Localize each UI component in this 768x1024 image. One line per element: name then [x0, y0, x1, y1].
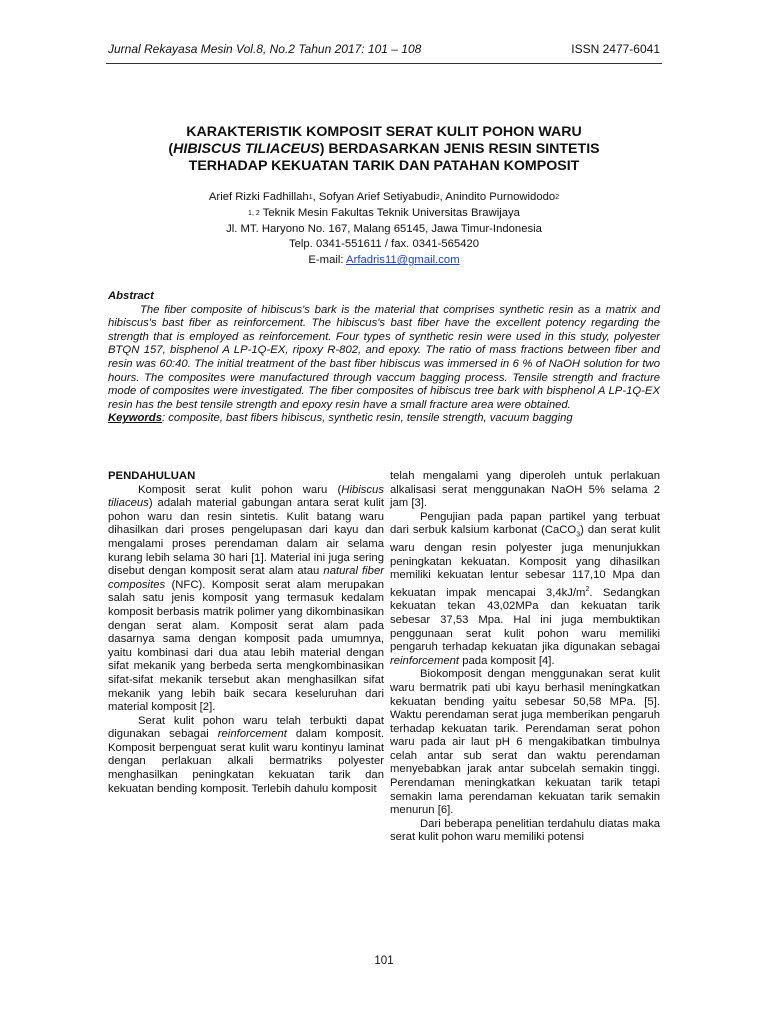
paragraph: telah mengalami yang diperoleh untuk perlakuan alkalisasi serat menggunakan NaOH 5% selama 2 jam [3].	[390, 470, 660, 510]
paragraph: Biokomposit dengan menggunakan serat kulit waru bermatrik pati ubi kayu berhasil meningkatkan kekuatan bending yaitu sebesar 50,58 MPa. [5]. Waktu perendaman serat juga memberikan pengaruh terhadap kekuatan tarik. Perendaman serat pohon waru pada air laut pH 6 mengakibatkan timbulnya celah antar sub serat dan waktu perendaman menyebabkan jarak antar subcelah semakin tinggi. Perendaman meningkatkan kekuatan tarik tetapi semakin lama perendaman kekuatan tarik semakin menurun [6].	[390, 668, 660, 817]
keywords-label: Keywords	[108, 412, 162, 425]
section-heading: PENDAHULUAN	[108, 470, 196, 482]
paragraph: Pengujian pada papan partikel yang terbuat dari serbuk kalsium karbonat (CaCO$_3$) dan serat kulit waru dengan resin polyester juga menunjukkan peningkatan kekuatan. Komposit yang dihasilkan memiliki kekuatan lentur sebesar 117,10 Mpa dan kekuatan impak mencapai $3,4kJ/m^2$. Sedangkan kekuatan tekan 43,02MPa dan kekuatan tarik sebesar 37,53 Mpa. Hal ini juga membuktikan penggunaan serat kulit pohon waru memiliki pengaruh terhadap kekuatan jika digunakan sebagai reinforcement pada komposit [4].	[390, 510, 661, 667]
abstract-heading: Abstract	[108, 290, 154, 302]
body-column-left	[108, 470, 384, 796]
abstract-text: The fiber composite of hibiscus's bark is the material that comprises synthetic resin as a matrix and hibiscus's bast fiber as reinforcement. The hibiscus's bast fiber have the excellent potency regarding the strength that is employed as reinforcement. Four types of synthetic resin were used in this study, polyester BTQN 157, bisphenol A LP-1Q-EX, ripoxy R-802, and epoxy. The ratio of mass fractions between fiber and resin was 60:40. The initial treatment of the bast fiber hibiscus was immersed in 6 % of NaOH solution for two hours. The composites were manufactured through vaccum bagging process. Tensile strength and fracture mode of composites were investigated. The fiber composites of hibiscus tree bark with bisphenol A LP-1Q-EX resin has the best tensile strength and epoxy resin have a small fracture area were obtained.	[108, 303, 660, 411]
phone-fax: Telp. 0341-551611 / fax. 0341-565420	[288, 238, 480, 251]
author-block	[108, 190, 660, 269]
keywords: Keywords: composite, bast fibers hibiscus, synthetic resin, tensile strength, vacuum bagging	[108, 412, 573, 425]
header-rule	[106, 63, 662, 64]
paragraph: Komposit serat kulit pohon waru (Hibiscus tiliaceus) adalah material gabungan antara serat kulit pohon waru dan resin sintetis. Kulit batang waru dihasilkan dari proses pengelupasan dari kayu dan mengalami proses perendaman dalam air selama kurang lebih selama 30 hari [1]. Material ini juga sering disebut dengan komposit serat alam atau natural fiber composites (NFC). Komposit serat alam merupakan salah satu jenis komposit yang termasuk kedalam komposit berbasis matrik polimer yang dikombinasikan dengan serat alam. Komposit serat alam pada dasarnya sama dengan komposit pada umumnya, yaitu kombinasi dari dua atau lebih material dengan sifat mekanik yang berbeda serta mengkombinasikan sifat-sifat mekanik tersebut akan menghasilkan sifat mekanik yang lebih baik secara keseluruhan dari material komposit [2].	[108, 483, 385, 714]
paragraph: Serat kulit pohon waru telah terbukti dapat digunakan sebagai reinforcement dalam komposit. Komposit berpenguat serat kulit waru kontinyu laminat dengan perlakuan alkali bermatriks polyester menghasilkan peningkatan kekuatan tarik dan kekuatan bending komposit. Terlebih dahulu komposit	[108, 714, 384, 795]
journal-citation: Jurnal Rekayasa Mesin Vol.8, No.2 Tahun 2017: 101 – 108	[108, 42, 422, 56]
email-link[interactable]: Arfadris11@gmail.com	[346, 254, 460, 267]
paper-title	[108, 124, 660, 175]
abstract-section	[108, 290, 660, 426]
paragraph: Dari beberapa penelitian terdahulu diatas maka serat kulit pohon waru memiliki potensi	[390, 817, 660, 844]
address: Jl. MT. Haryono No. 167, Malang 65145, Jawa Timur-Indonesia	[226, 222, 542, 235]
title-line-2: (HIBISCUS TILIACEUS) BERDASARKAN JENIS RESIN SINTETIS	[168, 141, 600, 157]
author-list: Arief Rizki Fadhillah$^1$, Sofyan Arief Setiyabudi$^2$, Anindito Purnowidodo$^2$	[208, 191, 560, 203]
body-column-right	[390, 470, 660, 845]
email-line: E-mail: Arfadris11@gmail.com	[308, 254, 460, 267]
issn: ISSN 2477-6041	[571, 42, 660, 56]
title-line-3: TERHADAP KEKUATAN TARIK DAN PATAHAN KOMPOSIT	[188, 158, 580, 174]
title-line-1: KARAKTERISTIK KOMPOSIT SERAT KULIT POHON WARU	[186, 124, 582, 140]
title-species: HIBISCUS TILIACEUS	[173, 141, 320, 157]
affiliation: $^{1, 2}$ Teknik Mesin Fakultas Teknik Universitas Brawijaya	[248, 206, 520, 219]
page-number: 101	[374, 955, 394, 967]
